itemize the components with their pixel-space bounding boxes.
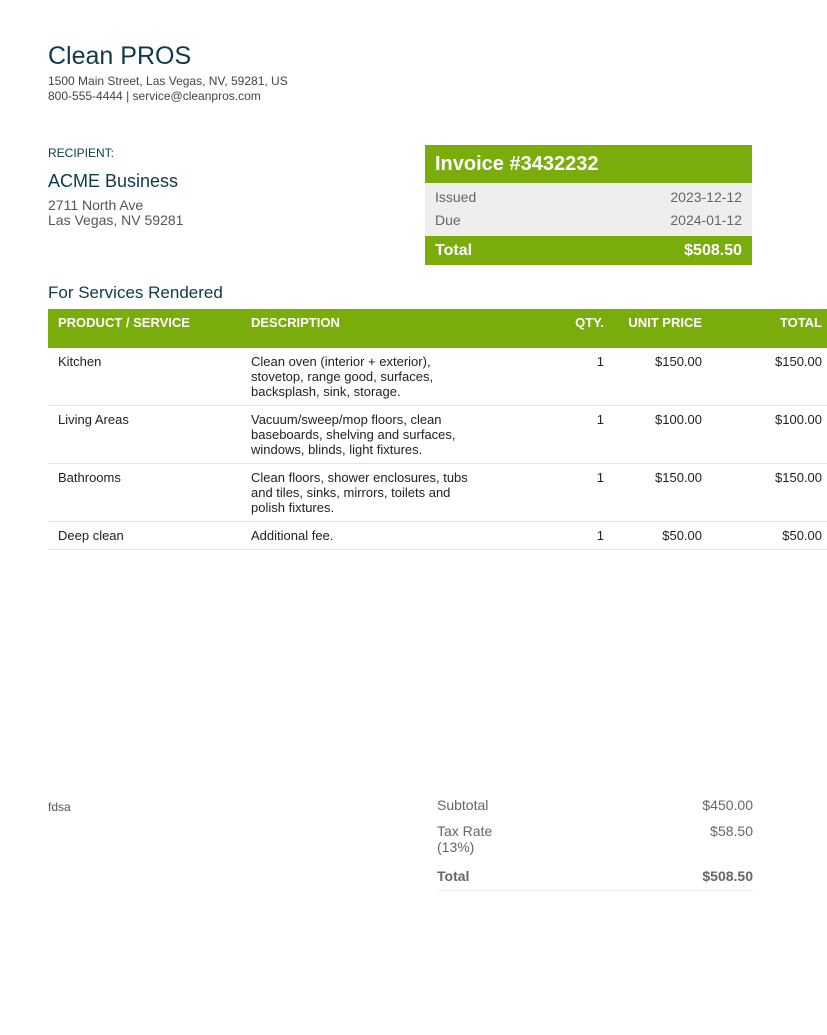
tax-label: Tax Rate (13%) [437, 823, 493, 855]
grand-total-label: Total [437, 864, 507, 891]
company-name: Clean PROS [48, 42, 192, 70]
header-qty: QTY. [526, 309, 609, 348]
grand-total-value: $508.50 [507, 864, 753, 891]
row-description: Clean floors, shower enclosures, tubs and tiles, sinks, mirrors, toilets and polish fixtures. [241, 464, 526, 522]
row-product: Kitchen [48, 348, 241, 406]
company-address: 1500 Main Street, Las Vegas, NV, 59281, US [48, 74, 288, 88]
row-product: Deep clean [48, 522, 241, 550]
recipient-name: ACME Business [48, 171, 179, 191]
row-total: $150.00 [707, 464, 827, 522]
invoice-total-row [425, 236, 752, 265]
invoice-due-row [425, 209, 752, 232]
company-contact: 800-555-4444 | service@cleanpros.com [48, 89, 261, 103]
tax-row [437, 823, 753, 864]
row-product: Living Areas [48, 406, 241, 464]
row-qty: 1 [526, 464, 609, 522]
row-description: Clean oven (interior + exterior), stovetop, range good, surfaces, backsplash, sink, storage. [241, 348, 526, 406]
due-value: 2024-01-12 [670, 212, 742, 228]
subtotal-value: $450.00 [702, 797, 753, 813]
invoice-notes: fdsa [48, 800, 71, 814]
row-unit-price: $150.00 [609, 348, 707, 406]
invoice-title: Invoice #3432232 [425, 145, 752, 183]
table-row [48, 406, 827, 464]
header-description: DESCRIPTION [241, 309, 526, 348]
table-header-row [48, 309, 827, 348]
invoice-summary-box [425, 145, 752, 265]
invoice-total-value: $508.50 [684, 242, 742, 259]
row-qty: 1 [526, 406, 609, 464]
row-unit-price: $150.00 [609, 464, 707, 522]
due-label: Due [435, 212, 461, 228]
row-unit-price: $100.00 [609, 406, 707, 464]
recipient-street: 2711 North Ave [48, 197, 144, 213]
issued-value: 2023-12-12 [670, 189, 742, 205]
invoice-total-label: Total [435, 242, 473, 259]
tax-value: $58.50 [710, 823, 753, 839]
row-product: Bathrooms [48, 464, 241, 522]
row-total: $100.00 [707, 406, 827, 464]
services-table [48, 309, 827, 550]
table-row [48, 464, 827, 522]
recipient-label: RECIPIENT: [48, 146, 115, 160]
invoice-dates [425, 183, 752, 236]
totals-table [437, 797, 753, 891]
table-row [48, 348, 827, 406]
row-description: Additional fee. [241, 522, 526, 550]
issued-label: Issued [435, 189, 477, 205]
header-unit-price: UNIT PRICE [609, 309, 707, 348]
row-total: $150.00 [707, 348, 827, 406]
subtotal-row [437, 797, 753, 823]
header-total: TOTAL [707, 309, 827, 348]
row-qty: 1 [526, 522, 609, 550]
header-product: PRODUCT / SERVICE [48, 309, 241, 348]
invoice-issued-row [425, 186, 752, 209]
recipient-city: Las Vegas, NV 59281 [48, 212, 184, 228]
row-unit-price: $50.00 [609, 522, 707, 550]
services-title: For Services Rendered [48, 283, 223, 302]
row-qty: 1 [526, 348, 609, 406]
subtotal-label: Subtotal [437, 797, 489, 813]
row-description: Vacuum/sweep/mop floors, clean baseboards, shelving and surfaces, windows, blinds, light fixtures. [241, 406, 526, 464]
row-total: $50.00 [707, 522, 827, 550]
grand-total-row [437, 864, 753, 891]
table-row [48, 522, 827, 550]
